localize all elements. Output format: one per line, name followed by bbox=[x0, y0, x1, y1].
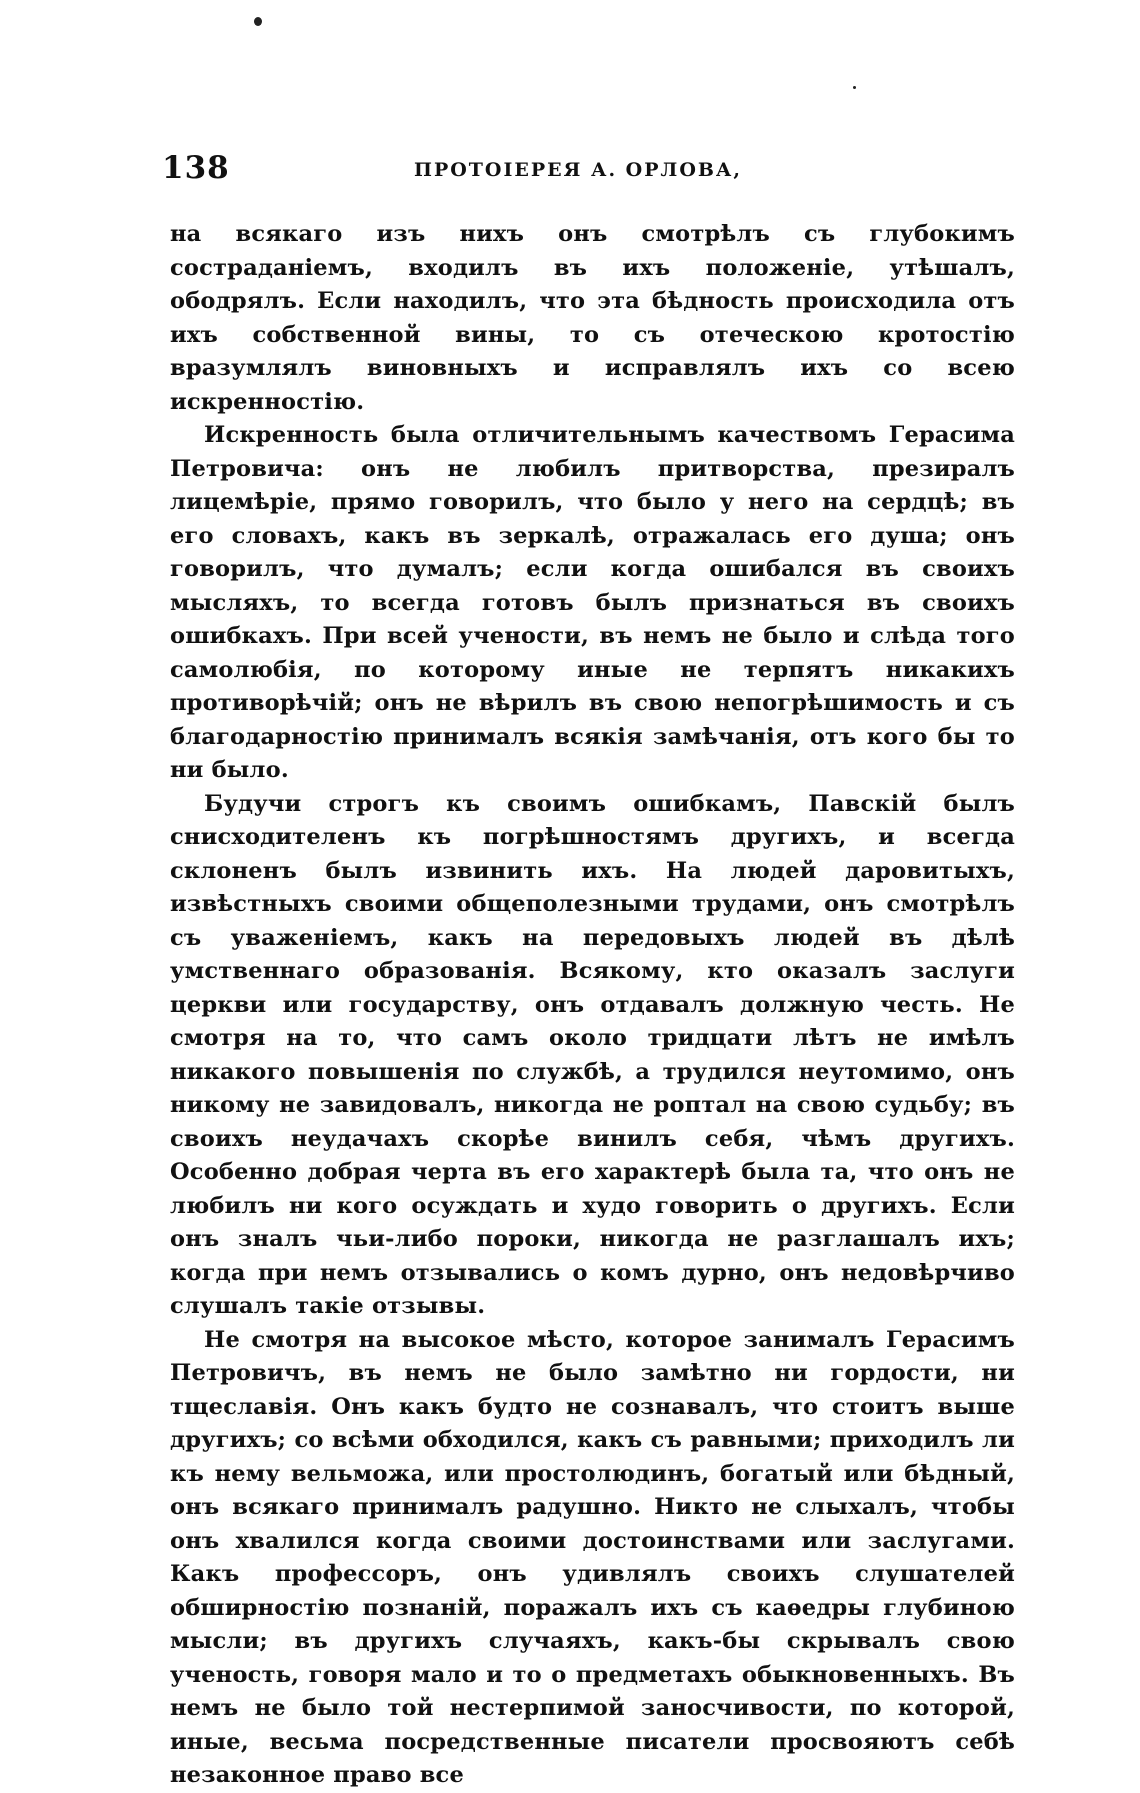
scan-speck bbox=[853, 86, 856, 89]
body-text bbox=[170, 218, 1015, 1793]
running-head: ПРОТОІЕРЕЯ А. ОРЛОВА, bbox=[414, 159, 743, 181]
scan-speck bbox=[254, 17, 262, 26]
page-number: 138 bbox=[162, 150, 230, 186]
paragraph-continuation: на всякаго изъ нихъ онъ смотрѣлъ съ глубокимъ состраданіемъ, входилъ въ ихъ положеніе, утѣшалъ, ободрялъ. Если находилъ, что эта бѣдность происходила отъ ихъ собственной вины, то съ отеческою кротостію вразумлялъ виновныхъ и исправлялъ ихъ со всею искренностію. bbox=[170, 221, 1015, 415]
paragraph-humility: Не смотря на высокое мѣсто, которое занималъ Герасимъ Петровичъ, въ немъ не было замѣтно ни гордости, ни тщеславія. Онъ какъ будто не сознавалъ, что стоитъ выше другихъ; со всѣми обходился, какъ съ равными; приходилъ ли къ нему вельможа, или простолюдинъ, богатый или бѣдный, онъ всякаго принималъ радушно. Никто не слыхалъ, чтобы онъ хвалился когда своими достоинствами или заслугами. Какъ профессоръ, онъ удивлялъ своихъ слушателей обширностію познаній, поражалъ ихъ съ каѳедры глубиною мысли; въ другихъ случаяхъ, какъ-бы скрывалъ свою ученость, говоря мало и то о предметахъ обыкновенныхъ. Въ немъ не было той нестерпимой заносчивости, по которой, иные, весьма посредственные писатели просвояютъ себѣ незаконное право все bbox=[170, 1326, 1015, 1788]
paragraph-sincerity: Искренность была отличительнымъ качествомъ Герасима Петровича: онъ не любилъ притворства, презиралъ лицемѣріе, прямо говорилъ, что было у него на сердцѣ; въ его словахъ, какъ въ зеркалѣ, отражалась его душа; онъ говорилъ, что думалъ; если когда ошибался въ своихъ мысляхъ, то всегда готовъ былъ признаться въ своихъ ошибкахъ. При всей учености, въ немъ не было и слѣда того самолюбія, по которому иные не терпятъ никакихъ противорѣчій; онъ не вѣрилъ въ свою непогрѣшимость и съ благодарностію принималъ всякія замѣчанія, отъ кого бы то ни было. bbox=[170, 422, 1015, 783]
page-header bbox=[162, 150, 1012, 194]
paragraph-leniency: Будучи строгъ къ своимъ ошибкамъ, Павскій былъ снисходителенъ къ погрѣшностямъ другихъ, и всегда склоненъ былъ извинить ихъ. На людей даровитыхъ, извѣстныхъ своими общеполезными трудами, онъ смотрѣлъ съ уваженіемъ, какъ на передовыхъ людей въ дѣлѣ умственнаго образованія. Всякому, кто оказалъ заслуги церкви или государству, онъ отдавалъ должную честь. Не смотря на то, что самъ около тридцати лѣтъ не имѣлъ никакого повышенія по службѣ, а трудился неутомимо, онъ никому не завидовалъ, никогда не роптал на свою судьбу; въ своихъ неудачахъ скорѣе винилъ себя, чѣмъ другихъ. Особенно добрая черта въ его характерѣ была та, что онъ не любилъ ни кого осуждать и худо говорить о другихъ. Если онъ зналъ чьи-либо пороки, никогда не разглашалъ ихъ; когда при немъ отзывались о комъ дурно, онъ недовѣрчиво слушалъ такіе отзывы. bbox=[170, 790, 1015, 1319]
